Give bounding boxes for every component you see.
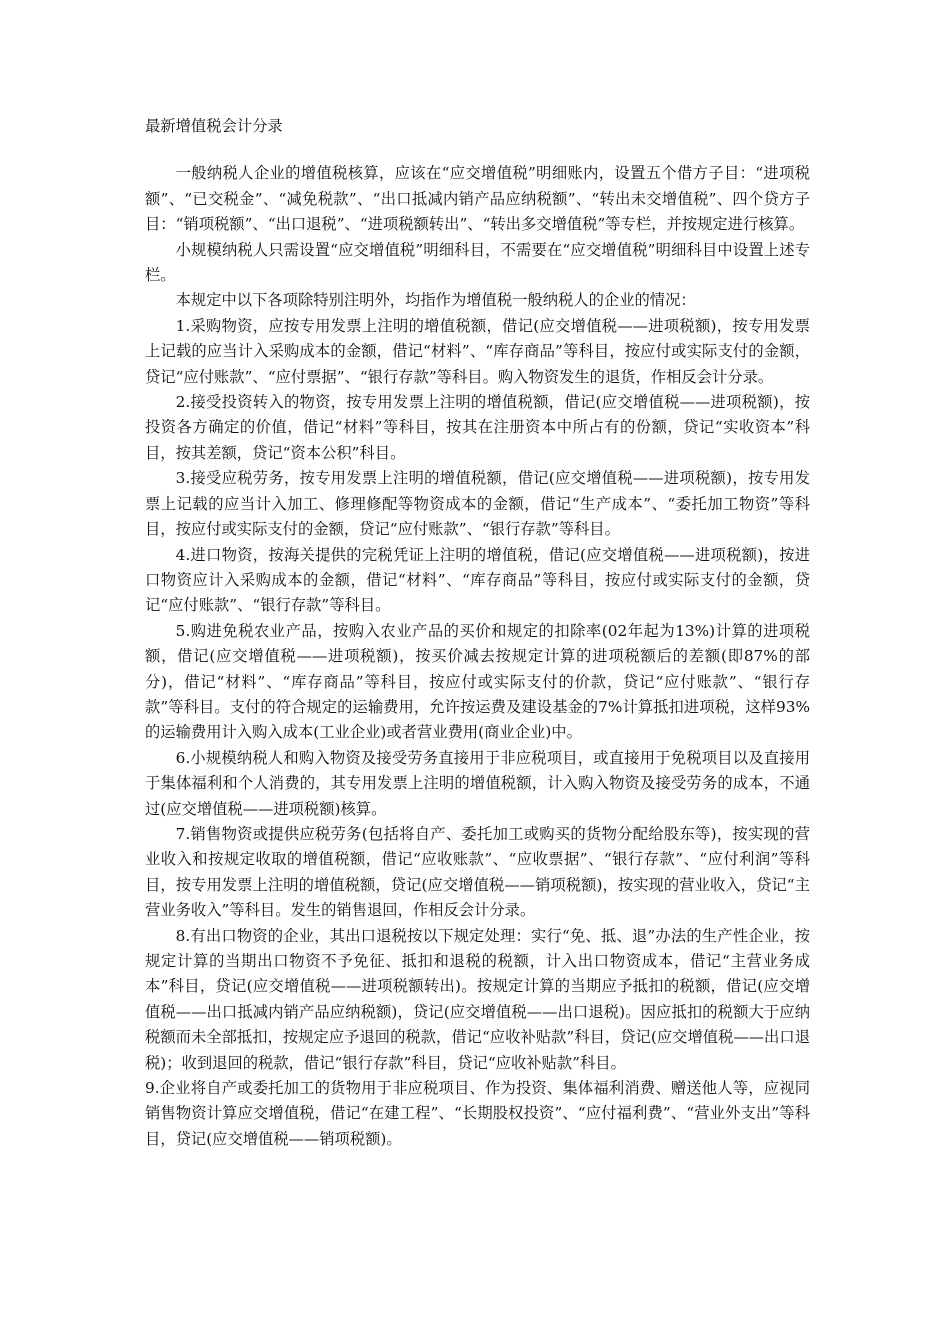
body-paragraph: 4.进口物资，按海关提供的完税凭证上注明的增值税，借记(应交增值税——进项税额)，按进口物资应计入采购成本的金额，借记“材料”、“库存商品”等科目，按应付或实际支付的金额，贷记“应付账款”、“银行存款”等科目。 — [145, 545, 810, 615]
body-paragraph: 8.有出口物资的企业，其出口退税按以下规定处理：实行“免、抵、退”办法的生产性企业，按规定计算的当期出口物资不予免征、抵扣和退税的税额，计入出口物资成本，借记“主营业务成本”科目，贷记(应交增值税——进项税额转出)。按规定计算的当期应予抵扣的税额，借记(应交增值税——出口抵减内销产品应纳税额)，贷记(应交增值税——出口退税)。因应抵扣的税额大于应纳税额而未全部抵扣，按规定应予退回的税款，借记“应收补贴款”科目，贷记(应交增值税——出口退税)；收到退回的税款，借记“银行存款”科目，贷记“应收补贴款”科目。 — [145, 926, 810, 1072]
body-paragraph: 本规定中以下各项除特别注明外，均指作为增值税一般纳税人的企业的情况： — [175, 291, 696, 310]
body-paragraph: 5.购进免税农业产品，按购入农业产品的买价和规定的扣除率(02年起为13%)计算的进项税额，借记(应交增值税——进项税额)，按买价减去按规定计算的进项税额后的差额(即87%的部分)，借记“材料”、“库存商品”等科目，按应付或实际支付的价款，贷记“应付账款”、“银行存款”等科目。支付的符合规定的运输费用，允许按运费及建设基金的7%计算抵扣进项税，这样93%的运输费用计入购入成本(工业企业)或者营业费用(商业企业)中。 — [145, 621, 810, 742]
document-body — [145, 114, 810, 1152]
paragraph-list — [145, 161, 810, 1152]
body-paragraph: 小规模纳税人只需设置“应交增值税”明细科目，不需要在“应交增值税”明细科目中设置上述专栏。 — [145, 240, 810, 285]
body-paragraph: 9.企业将自产或委托加工的货物用于非应税项目、作为投资、集体福利消费、赠送他人等，应视同销售物资计算应交增值税，借记“在建工程”、“长期股权投资”、“应付福利费”、“营业外支出”等科目，贷记(应交增值税——销项税额)。 — [145, 1079, 810, 1148]
document-title: 最新增值税会计分录 — [145, 117, 283, 135]
body-paragraph: 7.销售物资或提供应税劳务(包括将自产、委托加工或购买的货物分配给股东等)，按实现的营业收入和按规定收取的增值税额，借记“应收账款”、“应收票据”、“银行存款”、“应付利润”等科目，按专用发票上注明的增值税额，贷记(应交增值税——销项税额)，按实现的营业收入，贷记“主营业务收入”等科目。发生的销售退回，作相反会计分录。 — [145, 824, 810, 920]
body-paragraph: 一般纳税人企业的增值税核算，应该在“应交增值税”明细账内，设置五个借方子目：“进项税额”、“已交税金”、“减免税款”、“出口抵减内销产品应纳税额”、“转出未交增值税”、四个贷方子目：“销项税额”、“出口退税”、“进项税额转出”、“转出多交增值税”等专栏，并按规定进行核算。 — [145, 164, 810, 234]
body-paragraph: 2.接受投资转入的物资，按专用发票上注明的增值税额，借记(应交增值税——进项税额)，按投资各方确定的价值，借记“材料”等科目，按其在注册资本中所占有的份额，贷记“实收资本”科目，按其差额，贷记“资本公积”科目。 — [145, 393, 810, 462]
body-paragraph: 1.采购物资，应按专用发票上注明的增值税额，借记(应交增值税——进项税额)，按专用发票上记载的应当计入采购成本的金额，借记“材料”、“库存商品”等科目，按应付或实际支付的金额，贷记“应付账款”、“应付票据”、“银行存款”等科目。购入物资发生的退货，作相反会计分录。 — [145, 316, 810, 386]
body-paragraph: 6.小规模纳税人和购入物资及接受劳务直接用于非应税项目，或直接用于免税项目以及直接用于集体福利和个人消费的，其专用发票上注明的增值税额，计入购入物资及接受劳务的成本，不通过(应交增值税——进项税额)核算。 — [145, 748, 810, 818]
body-paragraph: 3.接受应税劳务，按专用发票上注明的增值税额，借记(应交增值税——进项税额)，按专用发票上记载的应当计入加工、修理修配等物资成本的金额，借记“生产成本”、“委托加工物资”等科目，按应付或实际支付的金额，贷记“应付账款”、“银行存款”等科目。 — [145, 469, 810, 539]
